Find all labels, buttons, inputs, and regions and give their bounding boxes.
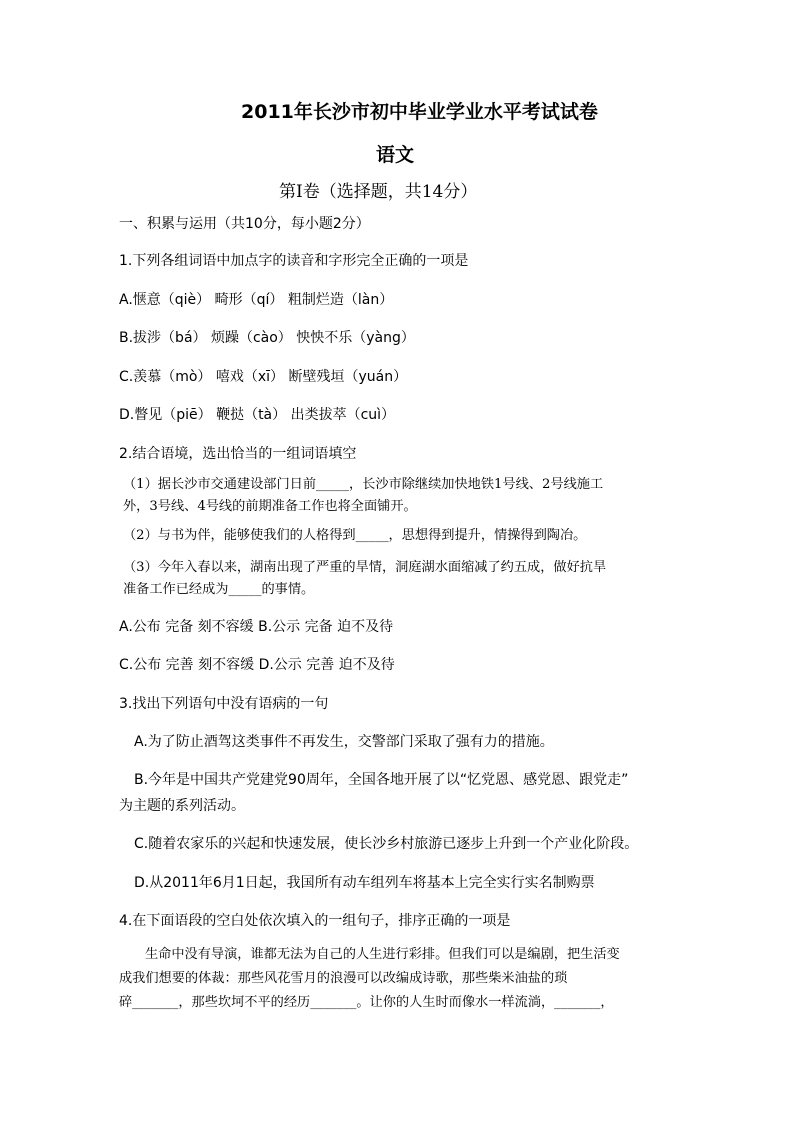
q3-option-b-line-1: B.今年是中国共产党建党90周年，全国各地开展了以“忆党恩、感党恩、跟党走” <box>134 772 629 788</box>
q2-sentence-1-line-1: （1）据长沙市交通建设部门日前_____，长沙市除继续加快地铁1号线、2号线施工 <box>123 477 604 492</box>
q1-option-c: C.羡慕（mò） 嘻戏（xī） 断壁残垣（yuán） <box>119 369 408 385</box>
q2-options-ab: A.公布 完备 刻不容缓 B.公示 完备 迫不及待 <box>119 619 394 635</box>
q4-passage-line-3: 碎_______，那些坎坷不平的经历_______。让你的人生时而像水一样流淌，_______， <box>119 995 614 1010</box>
part-one-heading: 一、积累与运用（共10分，每小题2分） <box>119 216 370 232</box>
q2-stem: 2.结合语境，选出恰当的一组词语填空 <box>119 446 357 462</box>
q2-options-cd: C.公布 完善 刻不容缓 D.公示 完善 迫不及待 <box>119 657 395 673</box>
q1-stem: 1.下列各组词语中加点字的读音和字形完全正确的一项是 <box>119 253 469 269</box>
q4-passage-line-2: 成我们想要的体裁：那些风花雪月的浪漫可以改编成诗歌，那些柴米油盐的琐 <box>119 971 568 986</box>
exam-title: 2011年长沙市初中毕业学业水平考试试卷 <box>241 101 598 123</box>
q3-stem: 3.找出下列语句中没有语病的一句 <box>119 696 329 712</box>
q4-passage <box>119 943 620 1015</box>
q1-option-d: D.瞥见（piē） 鞭挞（tà） 出类拔萃（cuì） <box>119 407 396 423</box>
q3-option-c: C.随着农家乐的兴起和快速发展，使长沙乡村旅游已逐步上升到一个产业化阶段。 <box>134 836 639 852</box>
q1-option-a: A.惬意（qiè） 畸形（qí） 粗制烂造（làn） <box>119 292 394 308</box>
subject-title: 语文 <box>376 144 415 166</box>
q3-option-a: A.为了防止酒驾这类事件不再发生，交警部门采取了强有力的措施。 <box>134 734 554 750</box>
q3-option-d: D.从2011年6月1日起，我国所有动车组列车将基本上完全实行实名制购票 <box>134 875 595 891</box>
q4-passage-line-1: 生命中没有导演，谁都无法为自己的人生进行彩排。但我们可以是编剧，把生活变 <box>145 947 620 962</box>
q4-stem: 4.在下面语段的空白处依次填入的一组句子，排序正确的一项是 <box>119 913 511 929</box>
q2-sentence-3-line-2: 准备工作已经成为_____的事情。 <box>123 582 315 597</box>
q1-option-b: B.拔涉（bá） 烦躁（cào） 怏怏不乐（yàng） <box>119 330 415 346</box>
section-heading: 第Ⅰ卷（选择题，共14分） <box>279 182 478 202</box>
q3-option-b-line-2: 为主题的系列活动。 <box>119 798 245 814</box>
q2-sentence-1 <box>123 474 603 518</box>
q2-sentence-3 <box>123 557 606 601</box>
q2-sentence-1-line-2: 外，3号线、4号线的前期准备工作也将全面铺开。 <box>123 499 417 514</box>
q2-sentence-3-line-1: （3）今年入春以来，湖南出现了严重的旱情，洞庭湖水面缩减了约五成，做好抗旱 <box>123 560 607 575</box>
q2-sentence-2: （2）与书为伴，能够使我们的人格得到_____，思想得到提升，情操得到陶冶。 <box>123 528 587 543</box>
